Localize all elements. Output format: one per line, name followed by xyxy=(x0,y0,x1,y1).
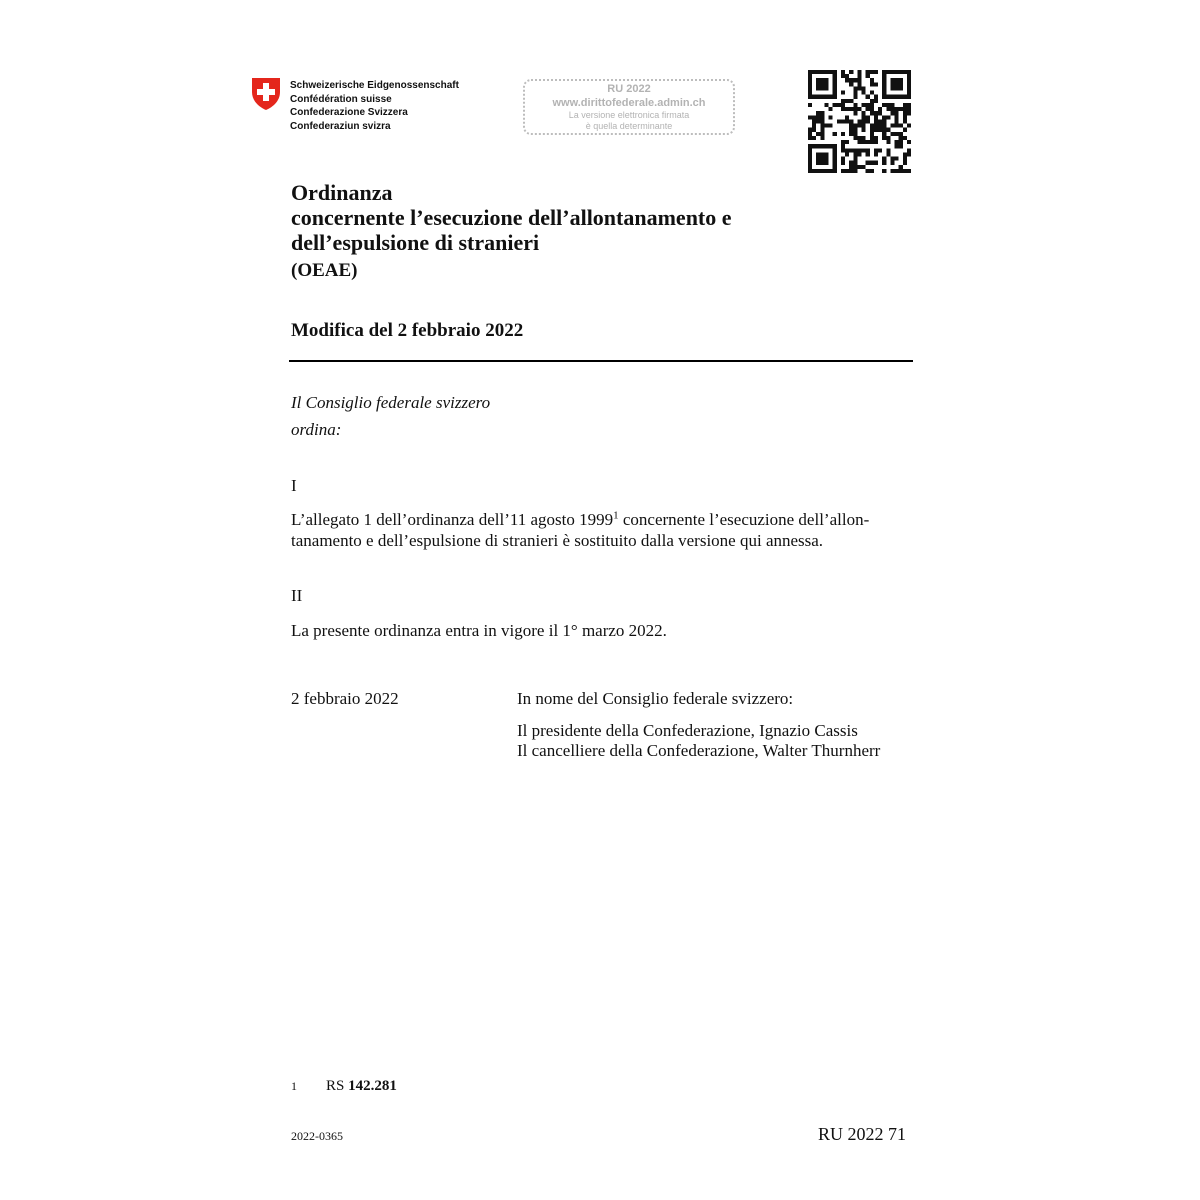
footnote-reference: 142.281 xyxy=(348,1078,397,1094)
title-line-1: Ordinanza xyxy=(291,180,393,205)
title-line-2: concernente l’esecuzione dell’allontanamento e xyxy=(291,205,732,230)
signature-chancellor: Il cancelliere della Confederazione, Walter Thurnherr xyxy=(517,741,881,760)
confederation-name-it: Confederazione Svizzera xyxy=(290,107,408,118)
confederation-name-rm: Confederaziun svizra xyxy=(290,120,391,132)
footnote-number: 1 xyxy=(291,1079,297,1093)
title-abbreviation: (OEAE) xyxy=(291,260,358,281)
ru-reference: RU 2022 71 xyxy=(818,1124,907,1144)
section-1-line-2: tanamento e dell’espulsione di stranieri è sostituito dalla versione qui annessa. xyxy=(291,531,824,550)
title-divider xyxy=(289,360,913,362)
document-number: 2022-0365 xyxy=(291,1129,343,1143)
signature-president: Il presidente della Confederazione, Ignazio Cassis xyxy=(517,721,858,740)
qr-code-icon xyxy=(808,70,911,173)
signature-on-behalf: In nome del Consiglio federale svizzero: xyxy=(517,689,794,708)
section-numeral-2: II xyxy=(291,586,303,605)
preamble-authority: Il Consiglio federale svizzero xyxy=(291,393,491,412)
modification-date: Modifica del 2 febbraio 2022 xyxy=(291,320,524,341)
confederation-name-de: Schweizerische Eidgenossenschaft xyxy=(290,80,459,91)
stamp-ru: RU 2022 xyxy=(607,83,651,95)
footnote-ref-1: 1 xyxy=(613,509,619,522)
stamp-note-2: è quella determinante xyxy=(585,121,673,131)
swiss-cross-icon xyxy=(251,77,281,111)
footnote-prefix: RS xyxy=(326,1078,349,1094)
confederation-name-fr: Confédération suisse xyxy=(290,93,392,105)
section-1-text-a: L’allegato 1 dell’ordinanza dell’11 agosto 1999 xyxy=(291,510,614,529)
document-title xyxy=(291,180,732,255)
confederation-names xyxy=(290,79,459,133)
section-1-line-1 xyxy=(291,509,869,530)
section-2-text: La presente ordinanza entra in vigore il 1° marzo 2022. xyxy=(291,621,667,640)
footnote-text xyxy=(326,1078,397,1095)
electronic-version-stamp xyxy=(523,79,735,135)
stamp-note-1: La versione elettronica firmata xyxy=(568,110,690,120)
preamble-decree: ordina: xyxy=(291,420,342,439)
section-numeral-1: I xyxy=(291,476,297,495)
stamp-url: www.dirittofederale.admin.ch xyxy=(552,97,706,109)
title-line-3: dell’espulsione di stranieri xyxy=(291,230,540,255)
section-1-text-b: concernente l’esecuzione dell’allon- xyxy=(618,510,870,529)
signature-date: 2 febbraio 2022 xyxy=(291,689,399,708)
